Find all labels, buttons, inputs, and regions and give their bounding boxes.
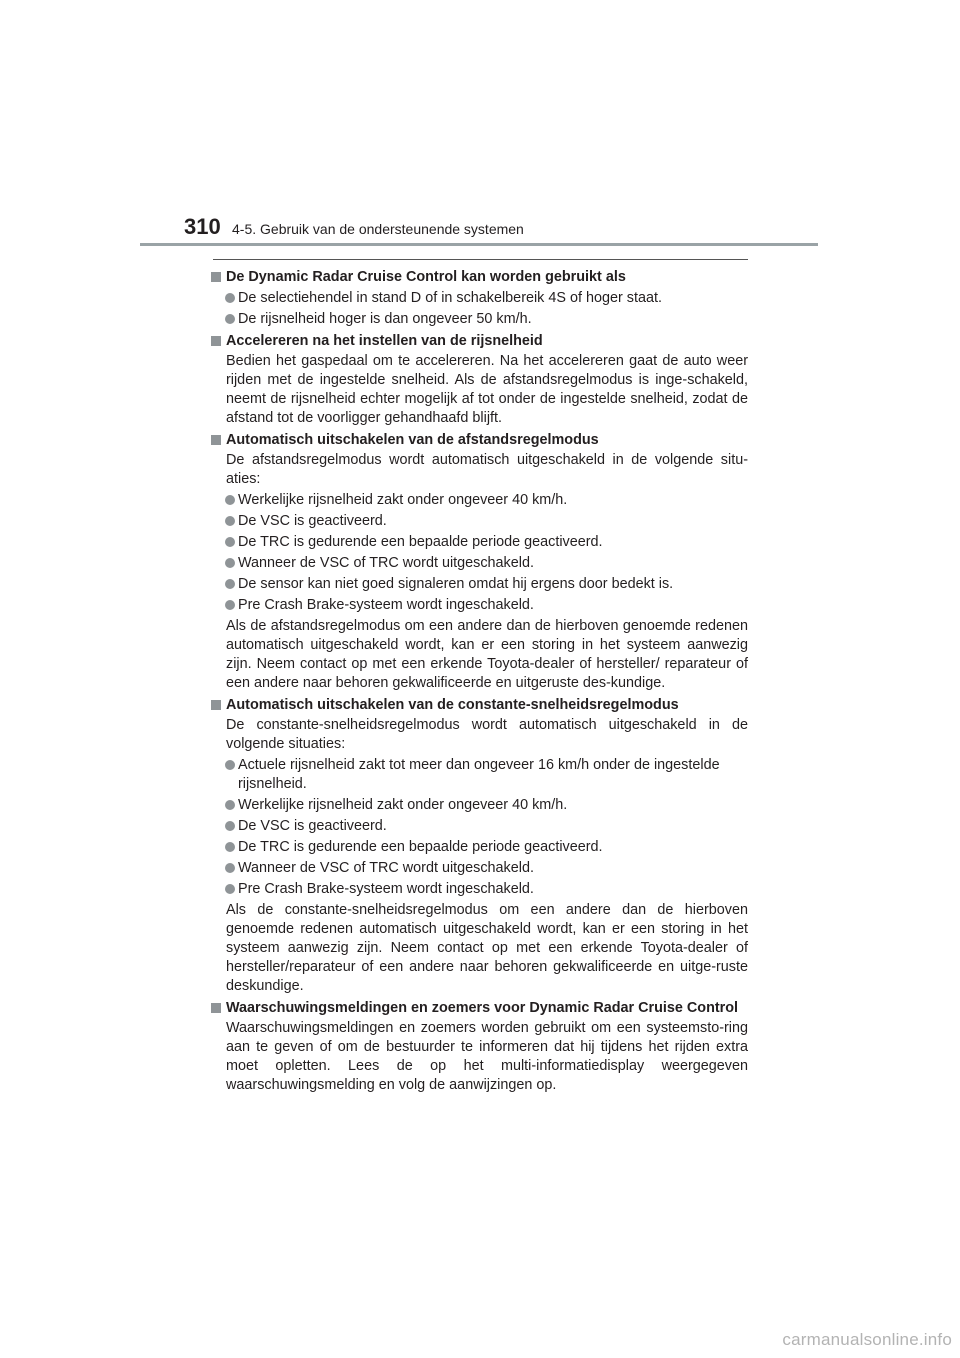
bullet-item [210, 575, 748, 594]
section-heading-text: Automatisch uitschakelen van de afstandsregelmodus [226, 432, 599, 448]
bullet-item [210, 880, 748, 899]
square-bullet-icon [211, 272, 221, 282]
bullet-text: Pre Crash Brake-systeem wordt ingeschakeld. [238, 881, 534, 897]
bullet-text: De selectiehendel in stand D of in schakelbereik 4S of hoger staat. [238, 290, 662, 306]
section-heading-text: De Dynamic Radar Cruise Control kan worden gebruikt als [226, 269, 626, 285]
round-bullet-icon [225, 760, 235, 770]
bullet-text: Wanneer de VSC of TRC wordt uitgeschakeld. [238, 555, 534, 571]
page-header [0, 0, 960, 250]
round-bullet-icon [225, 579, 235, 589]
square-bullet-icon [211, 336, 221, 346]
bullet-text: De sensor kan niet goed signaleren omdat hij ergens door bedekt is. [238, 576, 674, 592]
round-bullet-icon [225, 884, 235, 894]
bullet-item [210, 512, 748, 531]
paragraph: Bedien het gaspedaal om te accelereren. Na het accelereren gaat de auto weer rijden met de ingestelde snelheid. Als de afstandsregelmodus is inge-schakeld, neemt de rijsnelheid echter mogelijk af tot onder de ingestelde snelheid, zodat de afstand tot de voorligger gehandhaafd blijft. [226, 353, 748, 426]
section-heading-text: Accelereren na het instellen van de rijsnelheid [226, 333, 543, 349]
header-divider [140, 243, 818, 246]
paragraph: Als de afstandsregelmodus om een andere dan de hierboven genoemde redenen automatisch uitgeschakeld wordt, kan er een storing in het systeem aanwezig zijn. Neem contact op met een erkende Toyota-dealer of hersteller/ reparateur of een andere naar behoren gekwalificeerde en uitgeruste des-kundige. [226, 618, 748, 691]
paragraph: Waarschuwingsmeldingen en zoemers worden gebruikt om een systeemsto-ring aan te geven of om de bestuurder te informeren dat hij tijdens het rijden extra moet opletten. Lees de op het multi-informatiedisplay weergegeven waarschuwingsmelding en volg de aanwijzingen op. [226, 1020, 748, 1093]
round-bullet-icon [225, 314, 235, 324]
bullet-item [210, 554, 748, 573]
round-bullet-icon [225, 821, 235, 831]
section-heading-text: Waarschuwingsmeldingen en zoemers voor Dynamic Radar Cruise Control [226, 1000, 739, 1016]
bullet-text: Pre Crash Brake-systeem wordt ingeschakeld. [238, 597, 534, 613]
bullet-text: De VSC is geactiveerd. [238, 513, 387, 529]
round-bullet-icon [225, 600, 235, 610]
round-bullet-icon [225, 495, 235, 505]
bullet-item [210, 756, 748, 794]
watermark: carmanualsonline.info [782, 1330, 952, 1349]
section-heading [210, 431, 748, 450]
section-heading [210, 268, 748, 287]
bullet-text: Werkelijke rijsnelheid zakt onder ongeveer 40 km/h. [238, 492, 568, 508]
square-bullet-icon [211, 1003, 221, 1013]
bullet-text: Actuele rijsnelheid zakt tot meer dan ongeveer 16 km/h onder de ingestelde rijsnelheid. [238, 757, 720, 792]
bullet-text: Werkelijke rijsnelheid zakt onder ongeveer 40 km/h. [238, 797, 568, 813]
chapter-title: 4-5. Gebruik van de ondersteunende systemen [232, 221, 524, 237]
paragraph: Als de constante-snelheidsregelmodus om een andere dan de hierboven genoemde redenen automatisch uitgeschakeld wordt, kan er een storing in het systeem aanwezig zijn. Neem contact op met een erkende Toyota-dealer of hersteller/reparateur of een andere naar behoren gekwalificeerde en uitge-ruste deskundige. [226, 902, 748, 994]
document-body [210, 265, 748, 1095]
bullet-text: De TRC is gedurende een bepaalde periode geactiveerd. [238, 839, 603, 855]
round-bullet-icon [225, 293, 235, 303]
bullet-item [210, 817, 748, 836]
round-bullet-icon [225, 537, 235, 547]
bullet-item [210, 796, 748, 815]
bullet-text: Wanneer de VSC of TRC wordt uitgeschakeld. [238, 860, 534, 876]
bullet-item [210, 859, 748, 878]
bullet-item [210, 533, 748, 552]
square-bullet-icon [211, 700, 221, 710]
round-bullet-icon [225, 558, 235, 568]
bullet-text: De VSC is geactiveerd. [238, 818, 387, 834]
bullet-text: De TRC is gedurende een bepaalde periode geactiveerd. [238, 534, 603, 550]
bullet-text: De rijsnelheid hoger is dan ongeveer 50 km/h. [238, 311, 532, 327]
section-divider [213, 259, 748, 260]
page-number: 310 [184, 214, 221, 239]
paragraph: De constante-snelheidsregelmodus wordt automatisch uitgeschakeld in de volgende situaties: [226, 717, 748, 752]
section-heading [210, 999, 748, 1018]
round-bullet-icon [225, 516, 235, 526]
paragraph: De afstandsregelmodus wordt automatisch uitgeschakeld in de volgende situ-aties: [226, 452, 748, 487]
section-heading-text: Automatisch uitschakelen van de constante-snelheidsregelmodus [226, 697, 679, 713]
bullet-item [210, 491, 748, 510]
round-bullet-icon [225, 842, 235, 852]
bullet-item [210, 289, 748, 308]
section-heading [210, 696, 748, 715]
bullet-item [210, 596, 748, 615]
square-bullet-icon [211, 435, 221, 445]
bullet-item [210, 838, 748, 857]
round-bullet-icon [225, 863, 235, 873]
section-heading [210, 332, 748, 351]
round-bullet-icon [225, 800, 235, 810]
bullet-item [210, 310, 748, 329]
